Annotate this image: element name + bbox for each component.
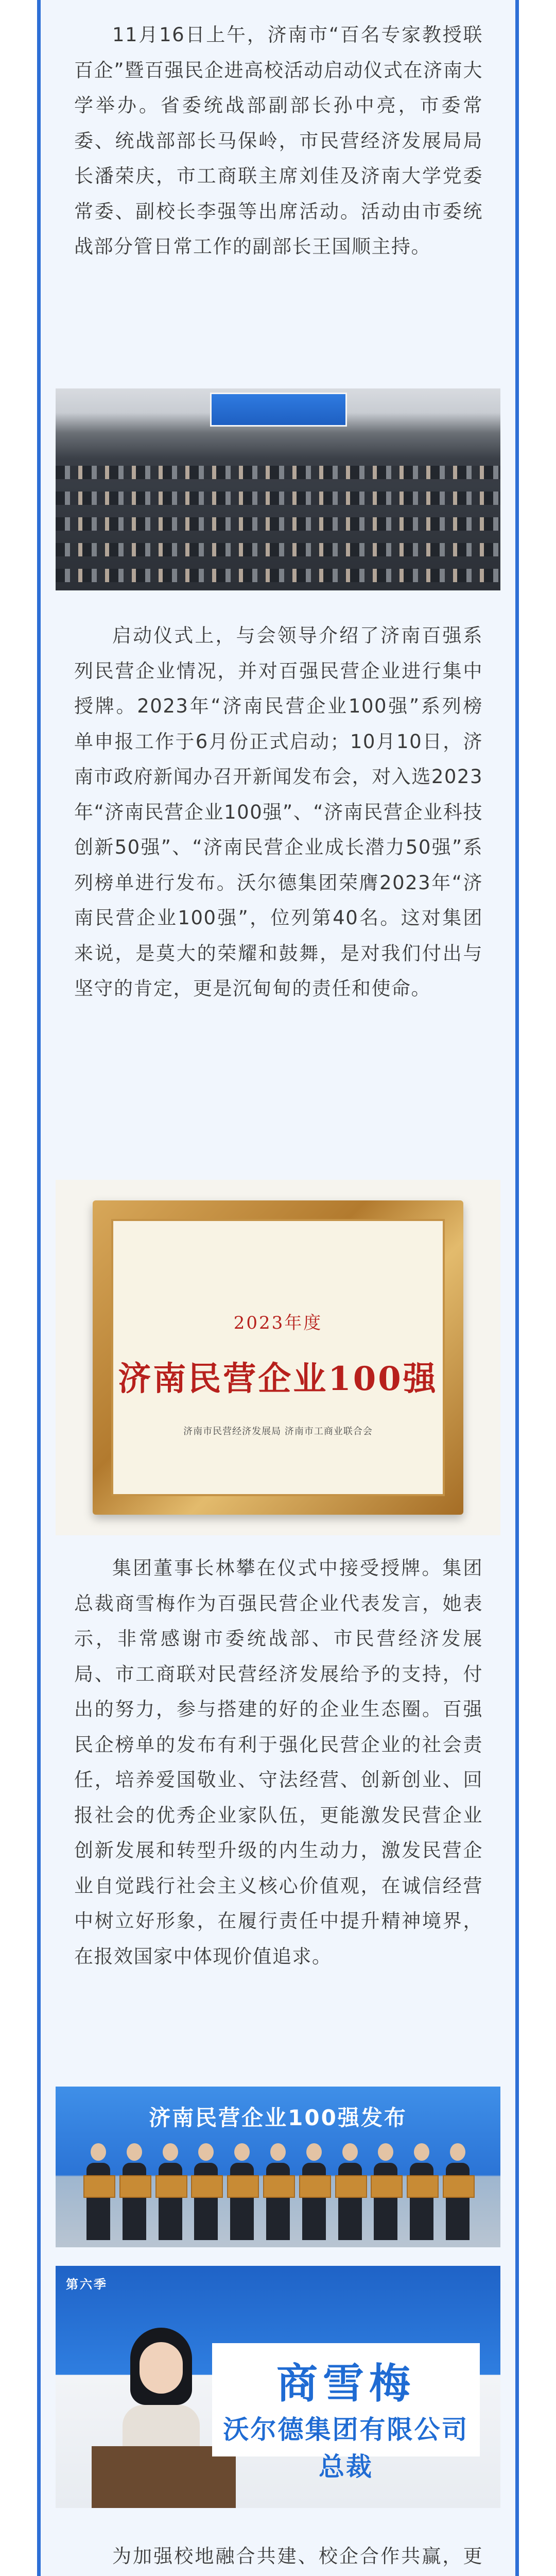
stage-banner: 济南民营企业100强发布 (149, 2105, 407, 2130)
paragraph-3-text: 集团董事长林攀在仪式中接受授牌。集团总裁商雪梅作为百强民营企业代表发言，她表示，非常感谢市委统战部、市民营经济发展局、市工商联对民营经济发展给予的支持，付出的努力，参与搭建的好的企业生态圈。百强民企榜单的发布有利于强化民营企业的社会责任，培养爱国敬业、守法经营、创新创业、回报社会的优秀企业家队伍，更能激发民营企业创新发展和转型升级的内生动力，激发民营企业自觉践行社会主义核心价值观，在诚信经营中树立好形象，在履行责任中提升精神境界，在报效国家中体现价值追求。 (74, 1557, 483, 1968)
group-award-photo (56, 2087, 500, 2247)
hall-screen (210, 393, 347, 427)
paragraph-1 (37, 18, 519, 265)
plaque-year: 2023年度 (233, 1313, 323, 1333)
speaker-title: 沃尔德集团有限公司总裁 (223, 2415, 469, 2482)
paragraph-4 (37, 2539, 519, 2576)
speaker-name: 商雪梅 (276, 2360, 415, 2408)
plaque-title: 济南民营企业100强 (118, 1360, 438, 1398)
paragraph-2-text: 启动仪式上，与会领导介绍了济南百强系列民营企业情况，并对百强民营企业进行集中授牌。2023年“济南民营企业100强”系列榜单申报工作于6月份正式启动；10月10日，济南市政府新闻办召开新闻发布会，对入选2023年“济南民营企业100强”、“济南民营企业科技创新50强”、“济南民营企业成长潜力50强”系列榜单进行发布。沃尔德集团荣膺2023年“济南民营企业100强”，位列第40名。这对集团来说，是莫大的荣耀和鼓舞，是对我们付出与坚守的肯定，更是沉甸甸的责任和使命。 (74, 624, 483, 999)
speaker-nameplate (212, 2343, 480, 2482)
paragraph-1-text: 11月16日上午，济南市“百名专家教授联百企”暨百强民企进高校活动启动仪式在济南大学举办。省委统战部副部长孙中亮，市委常委、统战部部长马保岭，市民营经济发展局局长潘荣庆，市工商联主席刘佳及济南大学党委常委、副校长李强等出席活动。活动由市委统战部分管日常工作的副部长王国顺主持。 (74, 24, 483, 258)
awardee-row (86, 2143, 470, 2240)
paragraph-2 (37, 618, 519, 1007)
ceremony-hall-photo (56, 388, 500, 590)
paragraph-3 (37, 1551, 519, 1974)
speech-banner: 第六季 (66, 2277, 108, 2292)
speaker-photo (56, 2266, 500, 2508)
award-plaque (93, 1200, 463, 1515)
plaque-issuers: 济南市民营经济发展局 济南市工商业联合会 (183, 1426, 373, 1437)
award-plaque-photo (56, 1180, 500, 1535)
paragraph-4-text: 为加强校地融合共建、校企合作共赢，更 (112, 2545, 483, 2567)
